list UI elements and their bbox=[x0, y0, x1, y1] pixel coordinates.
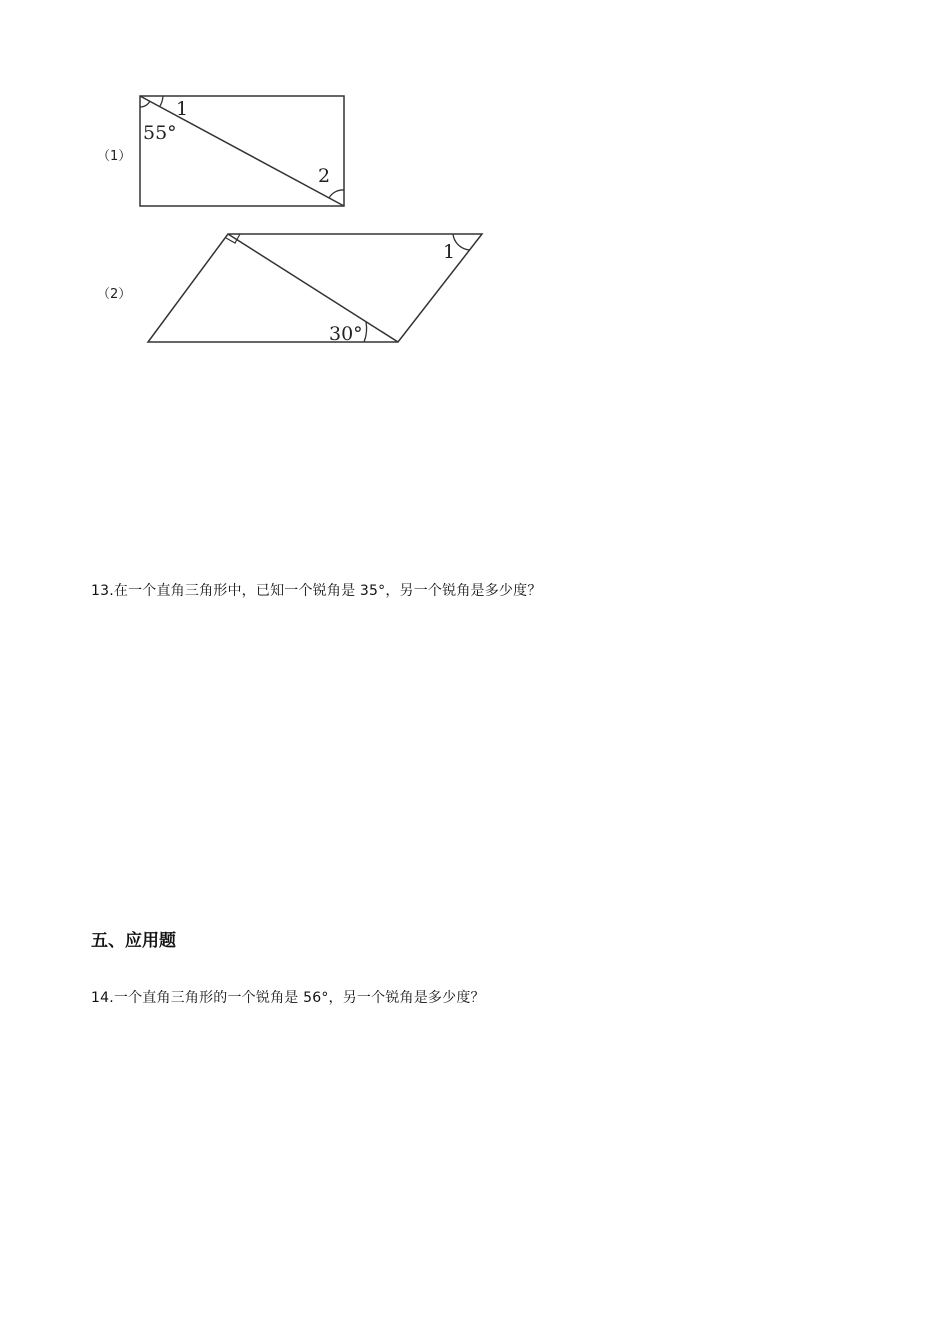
rectangle-diagonal bbox=[140, 96, 344, 206]
angle-30-arc bbox=[364, 322, 367, 342]
angle-1-text: 1 bbox=[443, 241, 456, 263]
angle-2-text: 2 bbox=[318, 165, 331, 187]
angle-1-text: 1 bbox=[176, 98, 189, 120]
section-title: 五、应用题 bbox=[91, 931, 176, 951]
parallelogram-diagonal bbox=[228, 234, 398, 342]
angle-55-text: 55° bbox=[143, 122, 177, 144]
figure-2-parallelogram-diagram bbox=[140, 226, 492, 352]
angle-30-text: 30° bbox=[329, 323, 363, 345]
question-13: 13.在一个直角三角形中，已知一个锐角是 35°，另一个锐角是多少度？ bbox=[91, 583, 542, 599]
parallelogram-outline bbox=[148, 234, 482, 342]
figure-1-label: （1） bbox=[97, 149, 132, 164]
question-14: 14.一个直角三角形的一个锐角是 56°，另一个锐角是多少度？ bbox=[91, 990, 485, 1006]
angle-55-arc bbox=[140, 101, 150, 107]
figure-1-rectangle-diagram bbox=[130, 88, 355, 214]
angle-1-arc bbox=[453, 234, 470, 250]
angle-1-arc bbox=[160, 96, 163, 106]
figure-2-label: （2） bbox=[97, 287, 132, 302]
right-angle-marker bbox=[226, 234, 240, 243]
angle-2-arc bbox=[329, 190, 344, 198]
